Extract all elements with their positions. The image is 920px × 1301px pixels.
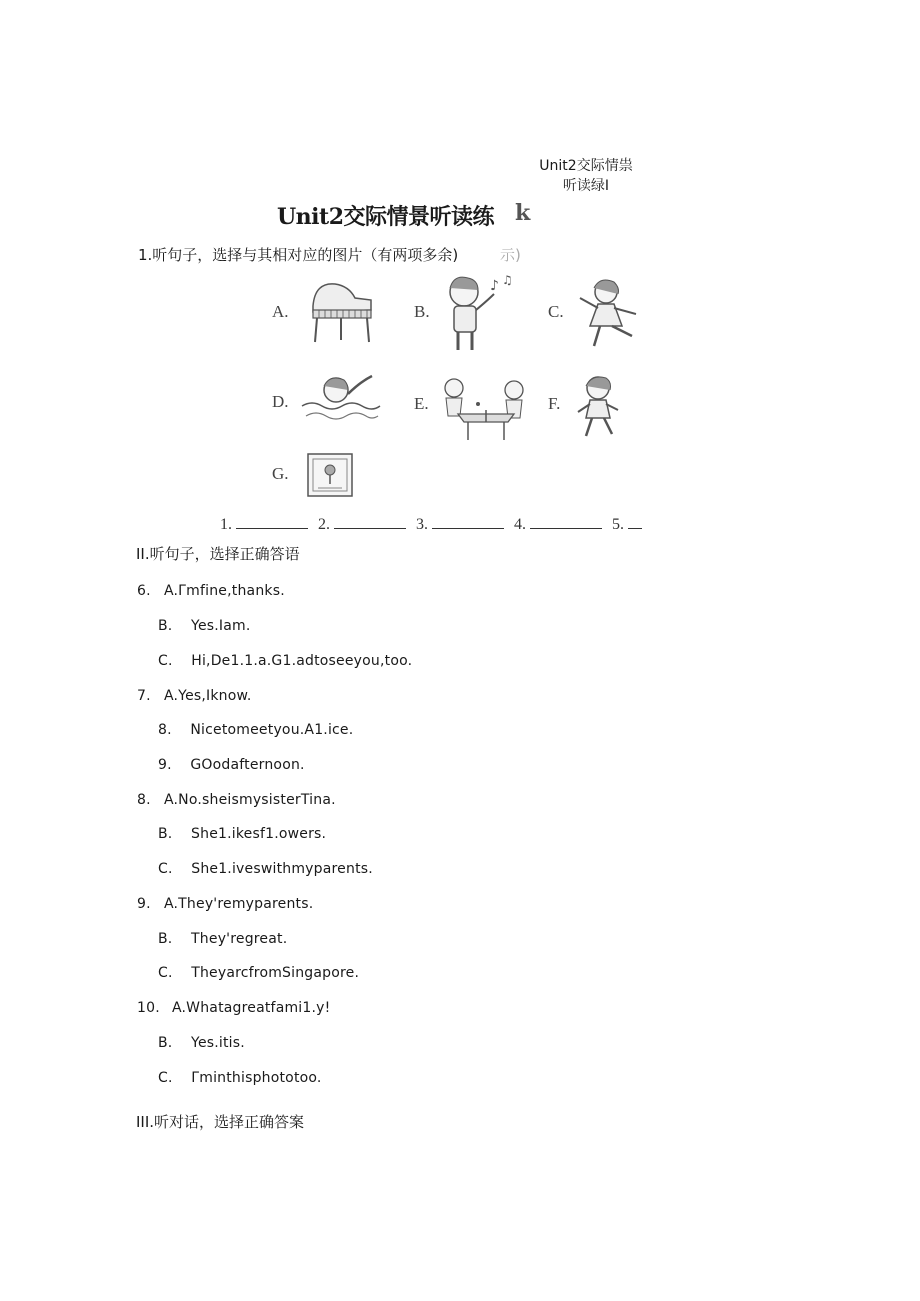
picture-label-d: D. xyxy=(272,392,289,411)
picture-label-f: F. xyxy=(548,394,561,413)
blank-label-5: 5. xyxy=(612,516,624,533)
blank-2[interactable] xyxy=(334,514,406,529)
answer-option[interactable]: B. They'regreat. xyxy=(158,931,288,947)
answer-option[interactable]: 9. GOodafternoon. xyxy=(158,757,305,773)
boy-singing-icon xyxy=(438,270,518,354)
header-line1: Unit2交际情祟 xyxy=(539,158,633,174)
page-title: Unit2交际情景听读练 xyxy=(277,204,495,230)
answer-option[interactable]: B. She1.ikesf1.owers. xyxy=(158,826,327,842)
answer-option[interactable]: A.They'remyparents. xyxy=(164,896,314,912)
certificate-icon xyxy=(304,450,356,500)
section1-heading-tail: 示) xyxy=(500,246,521,264)
blank-label-4: 4. xyxy=(514,516,526,533)
question-number: 8. xyxy=(137,792,151,808)
blank-3[interactable] xyxy=(432,514,504,529)
picture-label-a: A. xyxy=(272,302,289,321)
question-number: 9. xyxy=(137,896,151,912)
answer-option[interactable]: 8. Nicetomeetyou.A1.ice. xyxy=(158,722,354,738)
blank-label-3: 3. xyxy=(416,516,428,533)
picture-label-b: B. xyxy=(414,302,430,321)
boy-swimming-icon xyxy=(300,372,382,426)
answer-option[interactable]: A.Whatagreatfami1.y! xyxy=(172,1000,331,1016)
girl-jumping-icon xyxy=(574,374,624,440)
svg-text:♪: ♪ xyxy=(490,278,499,294)
title-tail: k xyxy=(515,200,530,226)
answer-option[interactable]: C. Γminthisphototoo. xyxy=(158,1070,322,1086)
answer-option[interactable]: B. Yes.itis. xyxy=(158,1035,245,1051)
blank-4[interactable] xyxy=(530,514,602,529)
section1-heading: 1.听句子，选择与其相对应的图片（有两项多余) xyxy=(138,246,459,264)
answer-option[interactable]: B. Yes.Iam. xyxy=(158,618,251,634)
picture-label-c: C. xyxy=(548,302,564,321)
question-number: 6. xyxy=(137,583,151,599)
answer-option[interactable]: C. TheyarcfromSingapore. xyxy=(158,965,360,981)
blank-label-1: 1. xyxy=(220,516,232,533)
question-number: 10. xyxy=(137,1000,160,1016)
picture-label-e: E. xyxy=(414,394,429,413)
section3-heading: III.听对话，选择正确答案 xyxy=(136,1113,305,1131)
answer-blanks xyxy=(220,514,648,534)
answer-option[interactable]: C. She1.iveswithmyparents. xyxy=(158,861,373,877)
ping-pong-icon xyxy=(438,374,534,444)
picture-label-g: G. xyxy=(272,464,289,483)
answer-option[interactable]: A.No.sheismysisterTina. xyxy=(164,792,336,808)
svg-text:♫: ♫ xyxy=(502,273,513,287)
header-line2: 听读绿I xyxy=(562,178,610,194)
question-number: 7. xyxy=(137,688,151,704)
blank-1[interactable] xyxy=(236,514,308,529)
answer-option[interactable]: A.Γmfine,thanks. xyxy=(164,583,285,599)
answer-option[interactable]: C. Hi,De1.1.a.G1.adtoseeyou,too. xyxy=(158,653,413,669)
answer-option[interactable]: A.Yes,Iknow. xyxy=(164,688,252,704)
blank-label-2: 2. xyxy=(318,516,330,533)
blank-5[interactable] xyxy=(628,514,642,529)
section2-heading: II.听句子，选择正确答语 xyxy=(136,545,300,563)
piano-icon xyxy=(305,276,377,346)
girl-dancing-icon xyxy=(574,274,644,350)
